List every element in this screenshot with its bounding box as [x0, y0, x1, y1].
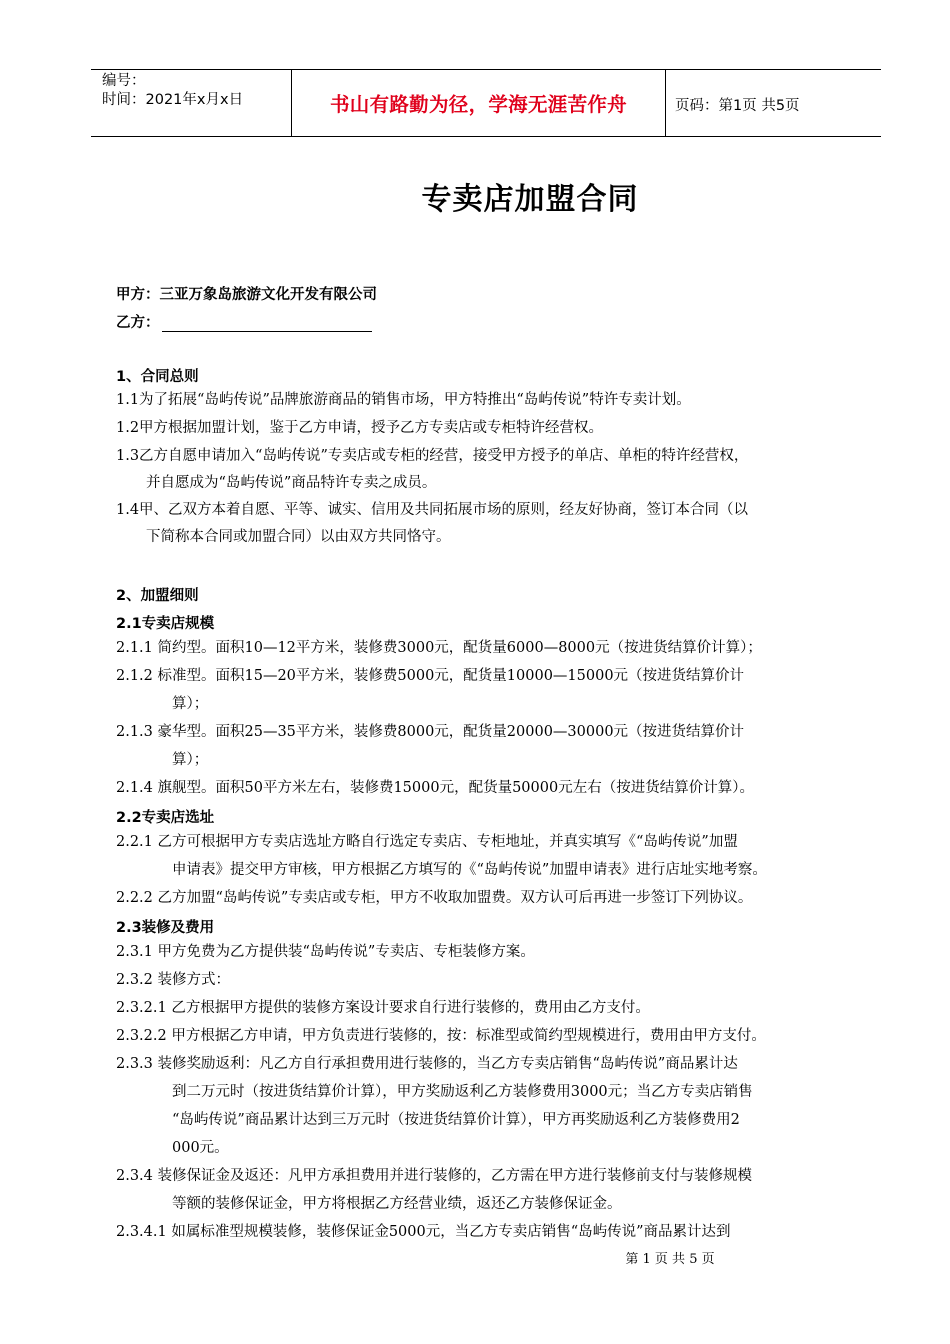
clause-2-3-3-cont: “岛屿传说”商品累计达到三万元时（按进货结算价计算），甲方再奖励返利乙方装修费用2 [172, 1112, 740, 1128]
clause-2-3-2: 2.3.2 装修方式： [116, 972, 231, 988]
page-footer: 第 1 页 共 5 页 [625, 1252, 715, 1267]
clause-1-3: 1.3乙方自愿申请加入“岛屿传说”专卖店或专柜的经营，接受甲方授予的单店、单柜的特许经营权， [116, 448, 749, 464]
code-label: 编号： [102, 73, 146, 89]
header-page-info: 页码：第1页 共5页 [675, 98, 800, 114]
section-heading: 1、合同总则 [116, 369, 199, 385]
clause-2-3-3-cont: 到二万元时（按进货结算价计算），甲方奖励返利乙方装修费用3000元；当乙方专卖店销售 [172, 1084, 753, 1100]
subsection-heading: 2.3装修及费用 [116, 920, 215, 936]
clause-2-3-1: 2.3.1 甲方免费为乙方提供装“岛屿传说”专卖店、专柜装修方案。 [116, 944, 535, 960]
clause-2-2-1-cont: 申请表》提交甲方审核，甲方根据乙方填写的《“岛屿传说”加盟申请表》进行店址实地考察。 [172, 862, 767, 878]
subsection-heading: 2.1专卖店规模 [116, 616, 215, 632]
clause-1-4-cont: 下简称本合同或加盟合同）以由双方共同恪守。 [146, 529, 451, 545]
header-meta [102, 72, 243, 110]
clause-2-1-2: 2.1.2 标准型。面积15—20平方米，装修费5000元，配货量10000—15000元（按进货结算价计 [116, 668, 745, 684]
party-b-blank-line [162, 317, 372, 332]
clause-2-1-2-cont: 算）； [172, 696, 209, 712]
clause-2-1-3: 2.1.3 豪华型。面积25—35平方米，装修费8000元，配货量20000—30000元（按进货结算价计 [116, 724, 745, 740]
clause-2-1-3-cont: 算）； [172, 752, 209, 768]
clause-2-3-3-cont: 000元。 [172, 1140, 229, 1156]
clause-2-2-1: 2.2.1 乙方可根据甲方专卖店选址方略自行选定专卖店、专柜地址，并真实填写《“岛屿传说”加盟 [116, 834, 738, 850]
clause-2-3-4-cont: 等额的装修保证金，甲方将根据乙方经营业绩，返还乙方装修保证金。 [172, 1196, 622, 1212]
page-header [91, 69, 881, 137]
clause-1-1: 1.1为了拓展“岛屿传说”品牌旅游商品的销售市场，甲方特推出“岛屿传说”特许专卖计划。 [116, 392, 691, 408]
clause-2-3-2-2: 2.3.2.2 甲方根据乙方申请，甲方负责进行装修的，按：标准型或简约型规模进行，费用由甲方支付。 [116, 1028, 766, 1044]
header-divider [665, 70, 666, 136]
section-heading: 2、加盟细则 [116, 588, 199, 604]
time-label: 时间：2021年x月x日 [102, 92, 244, 108]
party-b [116, 311, 372, 332]
clause-2-3-2-1: 2.3.2.1 乙方根据甲方提供的装修方案设计要求自行进行装修的，费用由乙方支付。 [116, 1000, 650, 1016]
clause-2-3-4-1: 2.3.4.1 如属标准型规模装修，装修保证金5000元，当乙方专卖店销售“岛屿传说”商品累计达到 [116, 1224, 731, 1240]
clause-1-4: 1.4甲、乙双方本着自愿、平等、诚实、信用及共同拓展市场的原则，经友好协商，签订本合同（以 [116, 502, 749, 518]
clause-1-3-cont: 并自愿成为“岛屿传说”商品特许专卖之成员。 [146, 475, 437, 491]
header-motto: 书山有路勤为径，学海无涯苦作舟 [329, 93, 627, 116]
clause-2-3-4: 2.3.4 装修保证金及返还：凡甲方承担费用并进行装修的，乙方需在甲方进行装修前支付与装修规模 [116, 1168, 752, 1184]
clause-2-3-3: 2.3.3 装修奖励返利：凡乙方自行承担费用进行装修的，当乙方专卖店销售“岛屿传说”商品累计达 [116, 1056, 738, 1072]
clause-2-2-2: 2.2.2 乙方加盟“岛屿传说”专卖店或专柜，甲方不收取加盟费。双方认可后再进一步签订下列协议。 [116, 890, 753, 906]
clause-2-1-4: 2.1.4 旗舰型。面积50平方米左右，装修费15000元，配货量50000元左右（按进货结算价计算）。 [116, 780, 754, 796]
subsection-heading: 2.2专卖店选址 [116, 810, 215, 826]
party-a: 甲方：三亚万象岛旅游文化开发有限公司 [116, 287, 377, 303]
clause-1-2: 1.2甲方根据加盟计划，鉴于乙方申请，授予乙方专卖店或专柜特许经营权。 [116, 420, 604, 436]
document-title: 专卖店加盟合同 [421, 182, 639, 217]
party-b-label: 乙方： [116, 315, 160, 331]
clause-2-1-1: 2.1.1 简约型。面积10—12平方米，装修费3000元，配货量6000—8000元（按进货结算价计算）； [116, 640, 762, 656]
